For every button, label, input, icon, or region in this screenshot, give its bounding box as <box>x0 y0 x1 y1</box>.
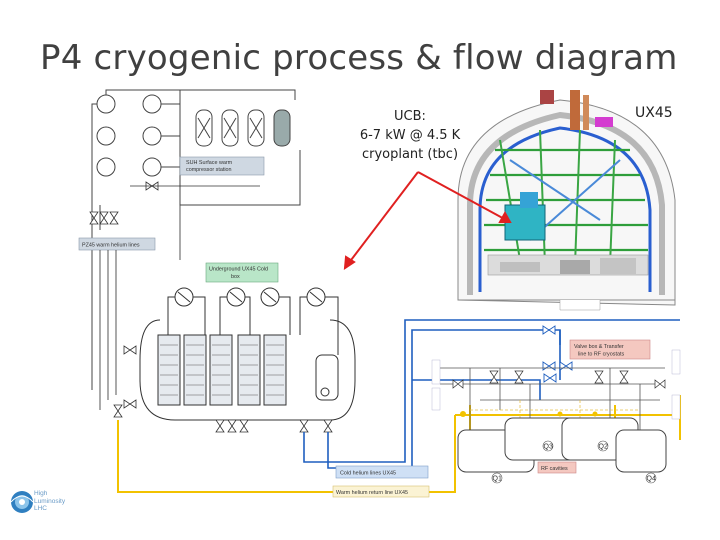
warm-return-label <box>333 486 429 497</box>
rf-cavities-text: RF cavities <box>541 466 568 472</box>
blue-valves <box>543 326 572 382</box>
cold-lines-label <box>336 466 428 478</box>
annotation-line-2: 6-7 kW @ 4.5 K <box>359 128 461 143</box>
logo-line-1: High <box>34 490 48 497</box>
pz45-box <box>79 238 155 250</box>
cavern-illustration <box>458 90 675 310</box>
cold-box <box>140 288 355 420</box>
annotation-line-1: UCB: <box>394 109 426 124</box>
pz45-label: PZ45 warm helium lines <box>82 242 140 249</box>
logo-line-2: Luminosity <box>34 497 66 505</box>
warm-return-text: Warm helium return line UX45 <box>336 490 408 496</box>
vessel-label-q2: Q2 <box>598 443 608 451</box>
cold-box-label-2: box <box>231 274 240 280</box>
pz45-valves <box>90 212 118 224</box>
logo-line-3: LHC <box>34 505 48 512</box>
surface-valve <box>130 182 260 190</box>
cavern-label: UX45 <box>635 105 673 121</box>
surface-label-1: SUH Surface warm <box>186 160 233 166</box>
cold-lines-text: Cold helium lines UX45 <box>340 470 397 477</box>
vessel-label-q3: Q3 <box>543 443 553 451</box>
surface-label-2: compressor station <box>186 167 232 173</box>
slide-title: P4 cryogenic process & flow diagram <box>40 38 678 78</box>
vessel-label-q1: Q1 <box>492 475 502 483</box>
logo-text <box>34 490 65 513</box>
vessel-label-q4: Q4 <box>646 475 656 483</box>
surface-station-box <box>180 157 264 175</box>
cold-box-label <box>206 263 278 282</box>
rf-cavities-label <box>538 462 576 473</box>
ucb-annotation <box>340 107 480 164</box>
valve-box-label <box>570 340 650 359</box>
cold-box-label-1: Underground UX45 Cold <box>209 266 269 273</box>
valve-box-label-1: Valve box & Transfer <box>574 344 624 350</box>
annotation-line-3: cryoplant (tbc) <box>361 147 459 162</box>
valve-box-label-2: line to RF cryostats <box>578 351 625 358</box>
surface-vessels <box>196 110 290 146</box>
